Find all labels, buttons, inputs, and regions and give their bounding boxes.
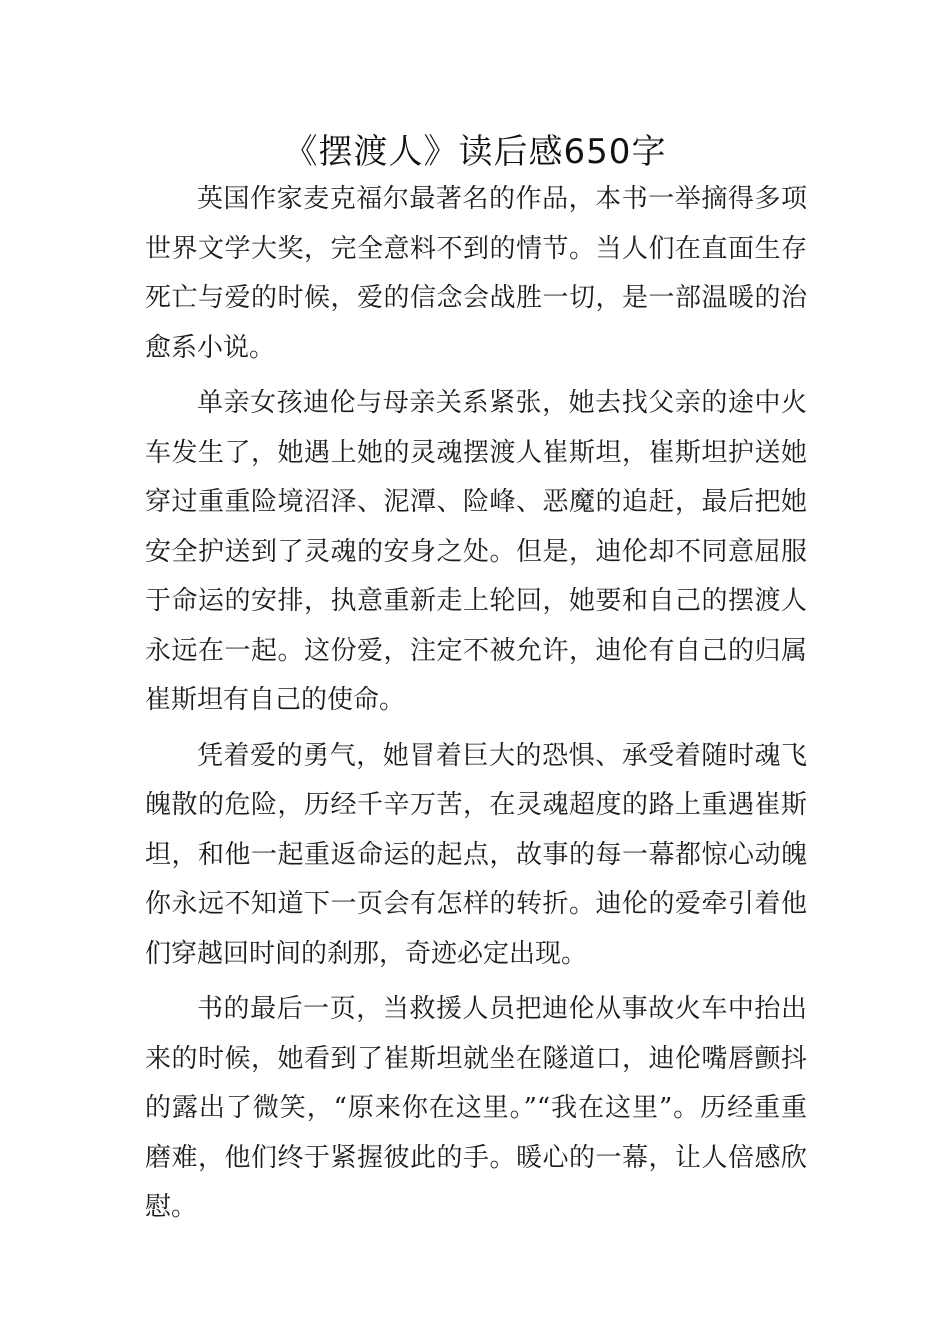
paragraph-4: 书的最后一页，当救援人员把迪伦从事故火车中抬出来的时候，她看到了崔斯坦就坐在隧道口，迪伦嘴唇颤抖的露出了微笑，“原来你在这里。”“我在这里”。历经重重磨难，他们终于紧握彼此的手。暖心的一幕，让人倍感欣慰。 [145, 994, 807, 1222]
document-body [145, 175, 807, 1239]
paragraph-1: 英国作家麦克福尔最著名的作品，本书一举摘得多项世界文学大奖，完全意料不到的情节。当人们在直面生存死亡与爱的时候，爱的信念会战胜一切，是一部温暖的治愈系小说。 [145, 184, 807, 363]
document-title: 《摆渡人》读后感650字 [283, 132, 667, 172]
paragraph-2: 单亲女孩迪伦与母亲关系紧张，她去找父亲的途中火车发生了，她遇上她的灵魂摆渡人崔斯坦，崔斯坦护送她穿过重重险境沼泽、泥潭、险峰、恶魔的追赶，最后把她安全护送到了灵魂的安身之处。但是，迪伦却不同意屈服于命运的安排，执意重新走上轮回，她要和自己的摆渡人永远在一起。这份爱，注定不被允许，迪伦有自己的归属崔斯坦有自己的使命。 [145, 388, 807, 715]
paragraph-3: 凭着爱的勇气，她冒着巨大的恐惧、承受着随时魂飞魄散的危险，历经千辛万苦，在灵魂超度的路上重遇崔斯坦，和他一起重返命运的起点，故事的每一幕都惊心动魄你永远不知道下一页会有怎样的转折。迪伦的爱牵引着他们穿越回时间的刹那，奇迹必定出现。 [145, 740, 807, 969]
